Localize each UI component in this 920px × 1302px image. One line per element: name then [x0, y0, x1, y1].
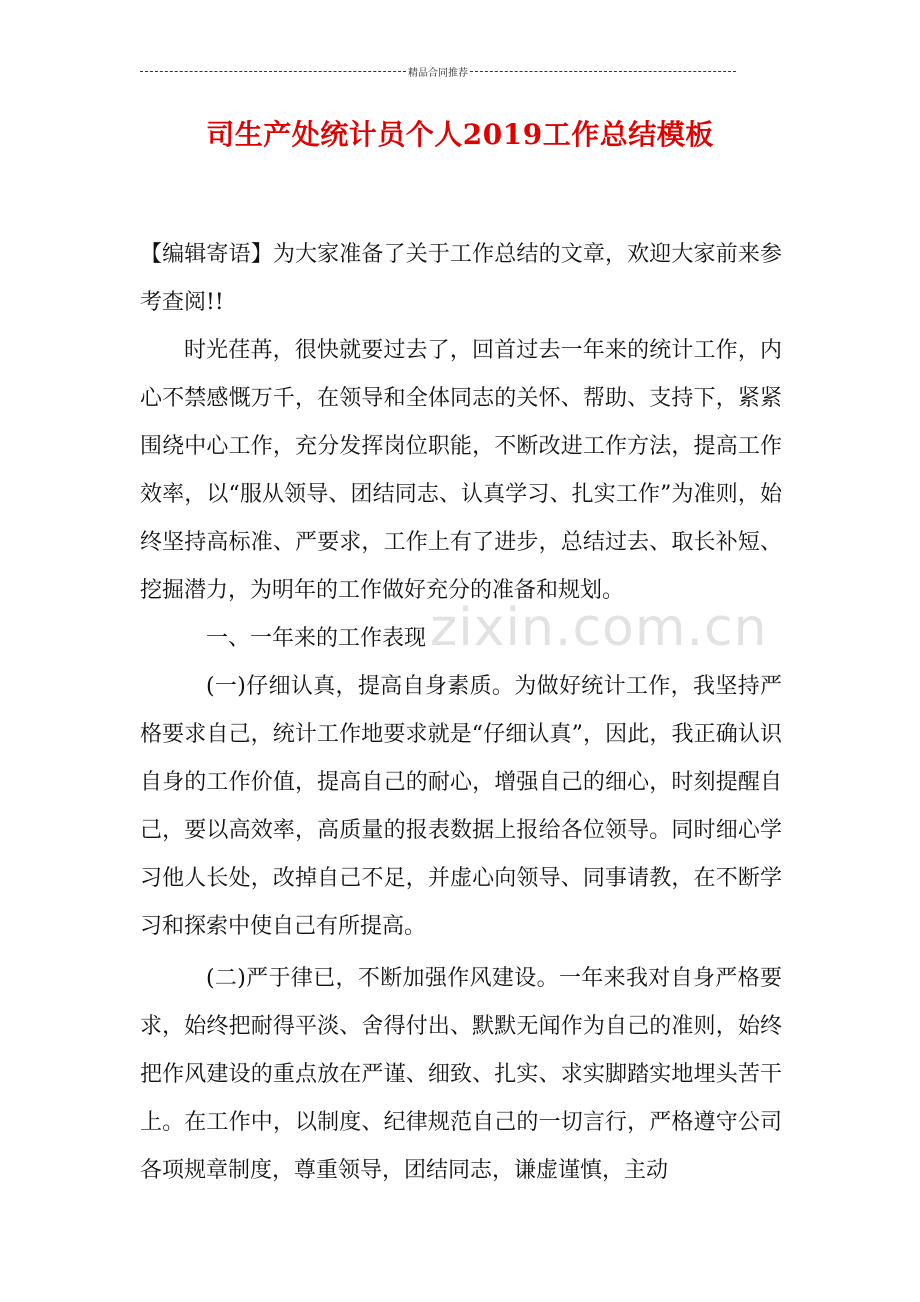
page-header: [140, 64, 736, 79]
document-body: [140, 231, 782, 1195]
section-heading: 一、一年来的工作表现: [206, 626, 427, 651]
section-paragraph-1: (一)仔细认真，提高自身素质。为做好统计工作，我坚持严格要求自己，统计工作地要求就是“仔细认真”，因此，我正确认识自身的工作价值，提高自己的耐心，增强自己的细心，时刻提醒自己，要以高效率，高质量的报表数据上报给各位领导。同时细心学习他人长处，改掉自己不足，并虚心向领导、同事请教，在不断学习和探索中使自己有所提高。: [140, 674, 782, 939]
header-dash-left: [140, 71, 406, 72]
section-paragraph-2: (二)严于律已，不断加强作风建设。一年来我对自身严格要求，始终把耐得平淡、舍得付出、默默无闻作为自己的准则，始终把作风建设的重点放在严谨、细致、扎实、求实脚踏实地埋头苦干上。在工作中，以制度、纪律规范自己的一切言行，严格遵守公司各项规章制度，尊重领导，团结同志，谦虚谨慎，主动: [140, 966, 782, 1183]
document-title: 司生产处统计员个人2019工作总结模板: [206, 118, 714, 151]
editor-note-paragraph: 【编辑寄语】为大家准备了关于工作总结的文章，欢迎大家前来参考查阅!!: [140, 242, 782, 315]
intro-paragraph: 时光荏苒，很快就要过去了，回首过去一年来的统计工作，内心不禁感慨万千，在领导和全体同志的关怀、帮助、支持下，紧紧围绕中心工作，充分发挥岗位职能，不断改进工作方法，提高工作效率，以“服从领导、团结同志、认真学习、扎实工作”为准则，始终坚持高标准、严要求，工作上有了进步，总结过去、取长补短、挖掘潜力，为明年的工作做好充分的准备和规划。: [140, 338, 782, 603]
header-dash-right: [470, 71, 736, 72]
watermark: zixin.com.cn: [430, 598, 768, 658]
header-label: 精品合同推荐: [408, 68, 468, 79]
